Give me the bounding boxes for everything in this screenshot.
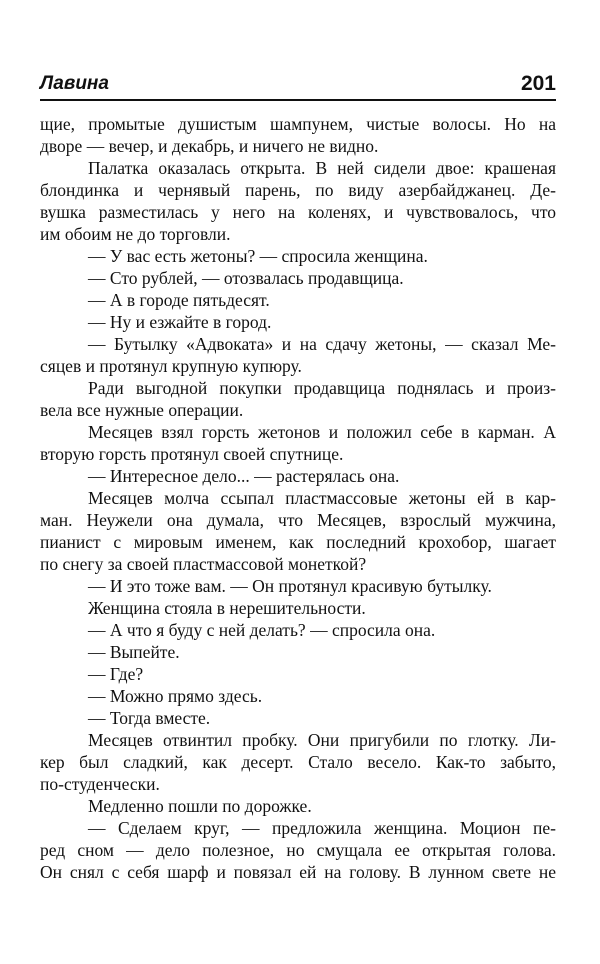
text-line: Ради выгодной покупки продавщица поднялась и произ- [88,378,556,398]
page-number: 201 [520,72,556,95]
text-line: Месяцев отвинтил пробку. Они пригубили по глотку. Ли- [88,730,556,750]
text-line: им обоим не до торговли. [40,224,231,244]
text-line: вторую горсть протянул своей спутнице. [40,444,344,464]
body-text [40,113,556,883]
text-line: — Сто рублей, — отозвалась продавщица. [88,268,404,288]
text-line: щие, промытые душистым шампунем, чистые волосы. Но на [40,114,556,134]
text-line: Женщина стояла в нерешительности. [88,598,366,618]
text-line: дворе — вечер, и декабрь, и ничего не видно. [40,136,379,156]
text-line: — Бутылку «Адвоката» и на сдачу жетоны, — сказал Ме- [88,334,556,354]
text-line: ман. Неужели она думала, что Месяцев, взрослый мужчина, [40,510,556,530]
text-line: Он снял с себя шарф и повязал ей на голову. В лунном свете не [40,862,556,882]
text-line: — И это тоже вам. — Он протянул красивую бутылку. [88,576,492,596]
text-line: — А что я буду с ней делать? — спросила она. [88,620,436,640]
text-line: сяцев и протянул крупную купюру. [40,356,302,376]
text-line: Месяцев взял горсть жетонов и положил себе в карман. А [88,422,556,442]
header-rule [40,99,556,101]
text-line: вела все нужные операции. [40,400,244,420]
text-line: — Где? [88,664,144,684]
running-title: Лавина [40,73,109,94]
text-line: по снегу за своей пластмассовой монеткой? [40,554,367,574]
text-line: кер был сладкий, как десерт. Стало весело. Как-то забыто, [40,752,556,772]
text-line: по-студенчески. [40,774,160,794]
text-line: Медленно пошли по дорожке. [88,796,312,816]
text-line: — Интересное дело... — растерялась она. [88,466,400,486]
running-header [40,70,556,98]
text-line: Палатка оказалась открыта. В ней сидели двое: крашеная [88,158,556,178]
text-line: Месяцев молча ссыпал пластмассовые жетоны ей в кар- [88,488,556,508]
text-line: — У вас есть жетоны? — спросила женщина. [88,246,428,266]
text-line: — А в городе пятьдесят. [88,290,270,310]
text-line: ред сном — дело полезное, но смущала ее открытая голова. [40,840,556,860]
text-line: пианист с мировым именем, как последний крохобор, шагает [40,532,556,552]
text-line: — Тогда вместе. [88,708,211,728]
text-line: — Сделаем круг, — предложила женщина. Моцион пе- [88,818,556,838]
text-line: блондинка и чернявый парень, по виду азербайджанец. Де- [40,180,556,200]
text-line: — Выпейте. [88,642,180,662]
text-line: — Можно прямо здесь. [88,686,263,706]
text-line: — Ну и езжайте в город. [88,312,272,332]
text-line: вушка разместилась у него на коленях, и чувствовалось, что [40,202,556,222]
